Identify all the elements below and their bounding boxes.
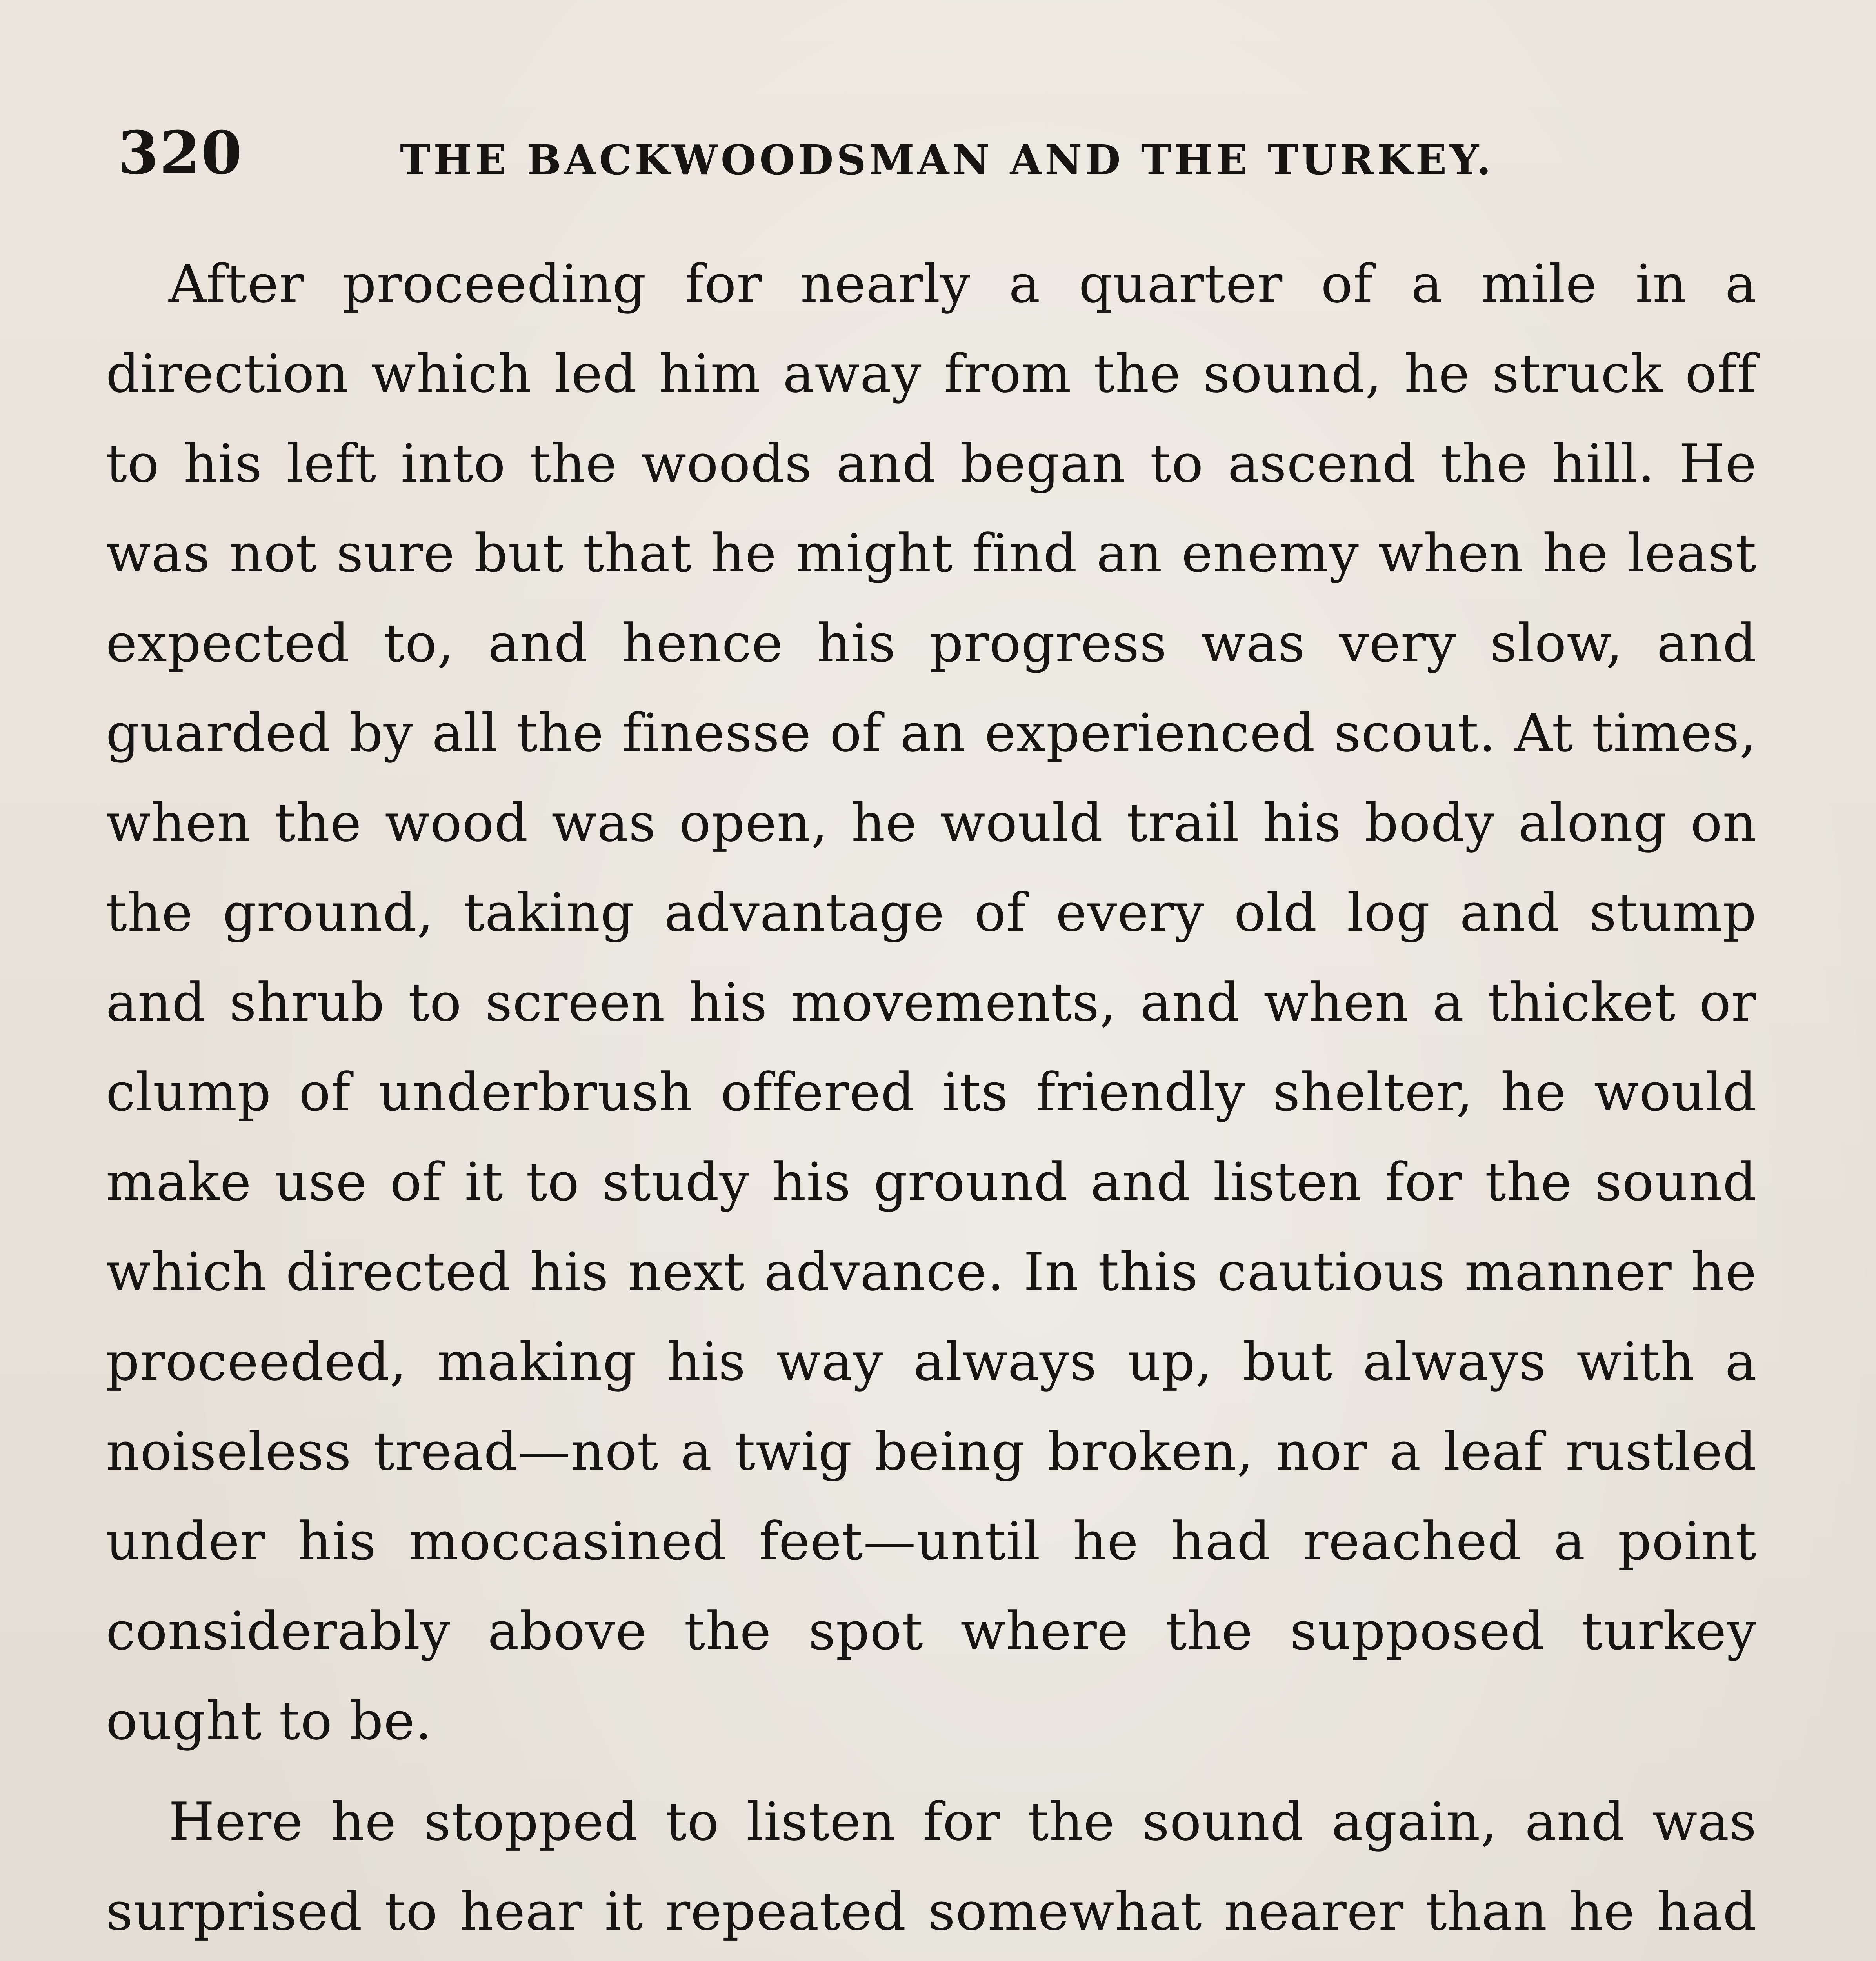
running-head (118, 114, 1757, 192)
body-text (106, 239, 1757, 1961)
paragraph-2: Here he stopped to listen for the sound again, and was surprised to hear it repeated somewhat nearer than he had (106, 1791, 1757, 1942)
paragraph-1: After proceeding for nearly a quarter of a mile in a direction which led him away from the sound, he struck off to his left into the woods and began to ascend the hill. He was not sure but that he might find an enemy when he least expected to, and hence his progress was very slow, and guarded by all the finesse of an experienced scout. At times, when the wood was open, he would trail his body along on the ground, taking advantage of every old log and stump and shrub to screen his movements, and when a thicket or clump of underbrush offered its friendly shelter, he would make use of it to study his ground and listen for the sound which directed his next advance. In this cautious manner he proceeded, making his way always up, but always with a noiseless tread—not a twig being broken, nor a leaf rustled under his moccasined feet—until he had reached a point considerably above the spot where the supposed turkey ought to be. (106, 253, 1757, 1752)
page-number: 320 (118, 118, 243, 187)
running-title: THE BACKWOODSMAN AND THE TURKEY. (400, 136, 1494, 184)
